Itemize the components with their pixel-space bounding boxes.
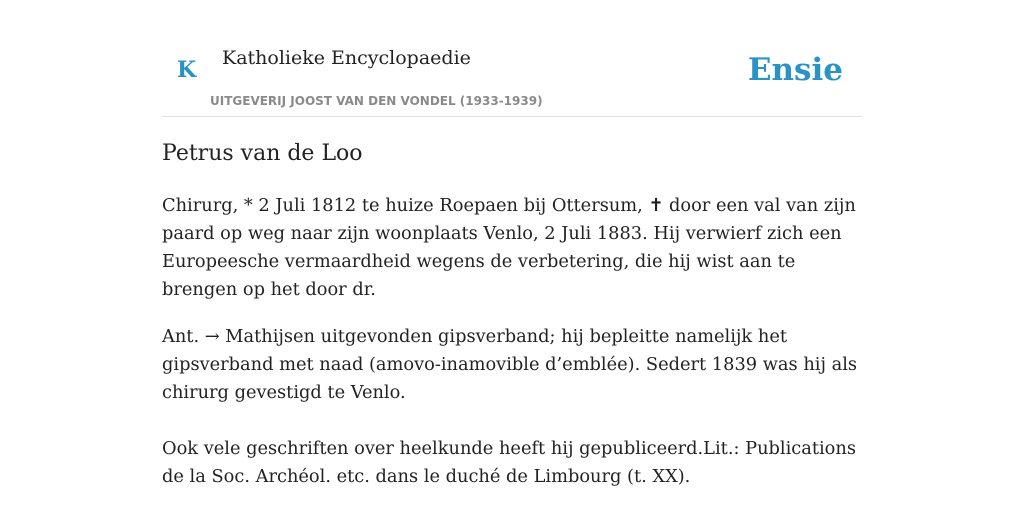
article-paragraph-1: Chirurg, * 2 Juli 1812 te huize Roepaen bij Ottersum, ✝ door een val van zijn paard op weg naar zijn woonplaats Venlo, 2 Juli 1883. Hij verwierf zich een Europeesche vermaardheid wegens de verbetering, die hij wist aan te brengen op het door dr. — [162, 195, 856, 300]
article-paragraph-3: Ook vele geschriften over heelkunde heeft hij gepubliceerd.Lit.: Publications de la Soc. Archéol. etc. dans le duché de Limbourg (t. XX). — [162, 438, 856, 487]
article — [162, 138, 862, 491]
article-paragraph-2: Ant. → Mathijsen uitgevonden gipsverband; hij bepleitte namelijk het gipsverband met naad (amovo-inamovible d’emblée). Sedert 1839 was hij als chirurg gevestigd te Venlo. — [162, 326, 858, 403]
header — [162, 0, 862, 117]
publication-title[interactable]: Katholieke Encyclopaedie — [222, 47, 471, 69]
logo-k-icon[interactable]: K — [177, 57, 197, 83]
publisher-subtitle: UITGEVERIJ JOOST VAN DEN VONDEL (1933-1939) — [210, 94, 543, 108]
article-title: Petrus van de Loo — [162, 141, 363, 166]
brand-logo[interactable]: Ensie — [747, 52, 843, 88]
